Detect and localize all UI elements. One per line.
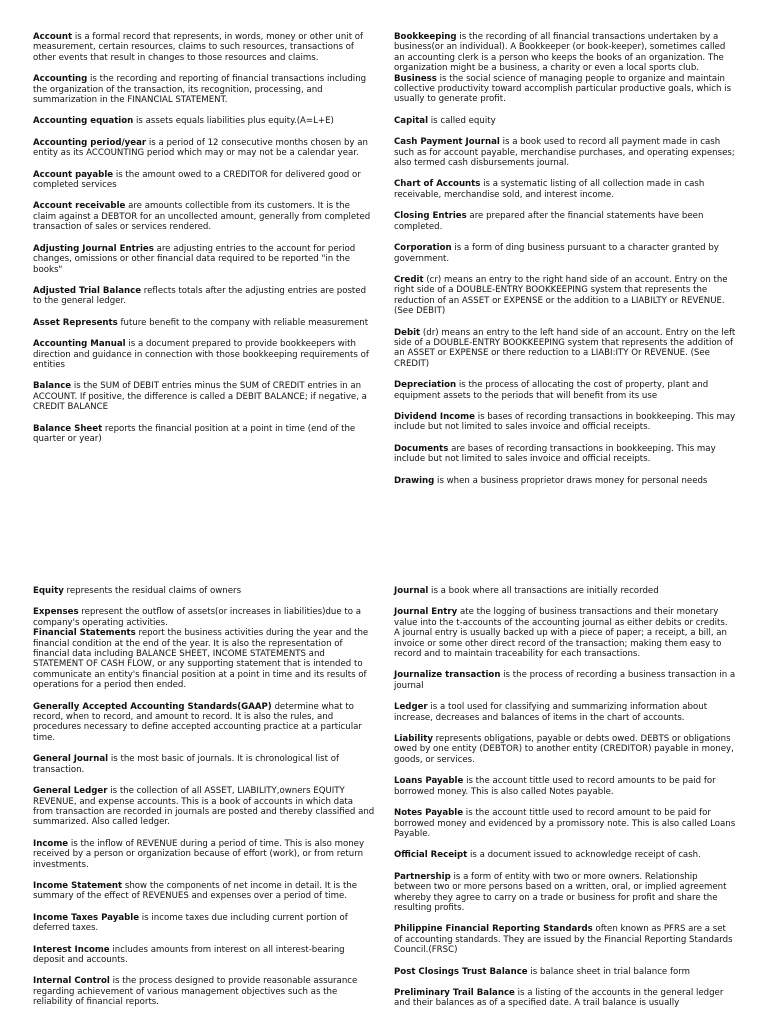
glossary-definition: show the components of net income in detail. It is the summary of the effect of REVENUES and expenses over a period of time. xyxy=(33,880,358,902)
glossary-entry xyxy=(33,786,375,828)
glossary-term: Bookkeeping xyxy=(394,32,457,42)
glossary-definition: (dr) means an entry to the left hand side of an account. Entry on the left side of a DOUBLE-ENTRY BOOKKEEPING system that represents the addition of an ASSET or EXPENSE or there reduction to a LIABI:ITY Or REVENUE. (See CREDIT) xyxy=(394,327,736,369)
glossary-term: Accounting Manual xyxy=(33,339,126,350)
glossary-term: Accounting xyxy=(33,74,88,85)
glossary-term: Accounting equation xyxy=(33,116,134,127)
glossary-term: Adjusting Journal Entries xyxy=(33,243,154,254)
glossary-term: Account payable xyxy=(33,169,114,180)
glossary-entry xyxy=(394,380,736,401)
glossary-term: Financial Statements xyxy=(33,628,136,639)
glossary-entry xyxy=(33,32,375,63)
glossary-entry xyxy=(394,137,736,168)
glossary-definition: is a document issued to acknowledge receipt of cash. xyxy=(467,850,701,861)
glossary-term: Dividend Income xyxy=(394,411,475,422)
glossary-entry xyxy=(394,275,736,317)
glossary-entry xyxy=(33,138,375,159)
glossary-term: Internal Control xyxy=(33,976,110,987)
glossary-term: Journal Entry xyxy=(394,607,458,618)
glossary-definition: is a listing of the accounts in the general ledger and their balances as of a specified date. A trail balance is usually xyxy=(394,987,724,1009)
glossary-term: Loans Payable xyxy=(394,776,464,787)
glossary-definition: are bases of recording transactions in bookkeeping. This may include but not limited to sales invoice and official receipts. xyxy=(394,443,716,465)
glossary-term: Depreciation xyxy=(394,380,457,391)
glossary-entry xyxy=(33,607,375,628)
glossary-definition: is income taxes due including current portion of deferred taxes. xyxy=(33,912,348,934)
column-bottom-right xyxy=(394,586,736,1020)
glossary-definition: includes amounts from interest on all interest-bearing deposit and accounts. xyxy=(33,944,345,965)
glossary-definition: report the business activities during the year and the financial condition at the end of the year. It is also the representation of financial data including BALANCE SHEET, INCOME STATEMENTS and STATEMENT OF CASH FLOW, or any supporting statement that is intended to communicate an entity's financial position at a point in time and its results of operations for a period then ended. xyxy=(33,628,369,691)
glossary-entry xyxy=(394,211,736,232)
glossary-term: Interest Income xyxy=(33,944,110,955)
glossary-entry xyxy=(33,945,375,966)
glossary-entry xyxy=(394,476,736,486)
glossary-entry xyxy=(394,670,736,691)
column-top-left xyxy=(33,32,375,455)
glossary-definition: is the process of allocating the cost of property, plant and equipment assets to the periods that will benefit from its use xyxy=(394,380,709,401)
glossary-term: Business xyxy=(394,73,437,84)
glossary-definition: is the most basic of journals. It is chronological list of transaction. xyxy=(33,754,340,775)
glossary-entry xyxy=(33,381,375,412)
glossary-entry xyxy=(33,201,375,232)
glossary-definition: is the inflow of REVENUE during a period of time. This is also money received by a person or organization because of effort (work), or from return investments. xyxy=(33,838,365,870)
glossary-entry xyxy=(394,967,736,977)
glossary-entry xyxy=(394,808,736,839)
glossary-term: Asset Represents xyxy=(33,317,118,328)
glossary-term: Generally Accepted Accounting Standards(GAAP) xyxy=(33,701,272,712)
glossary-entry xyxy=(394,988,736,1009)
glossary-definition: is a systematic listing of all collection made in cash receivable, merchandise sold, and interest income. xyxy=(394,179,705,200)
glossary-definition: is the account tittle used to record amount to be paid for borrowed money and evidenced by a promissory note. This is also called Loans Payable. xyxy=(394,808,736,839)
glossary-entry xyxy=(394,850,736,860)
glossary-entry xyxy=(394,74,736,105)
glossary-definition: are amounts collectible from its customers. It is the claim against a DEBTOR for an uncollected amount, generally from completed transaction of sales or services rendered. xyxy=(33,201,371,233)
glossary-term: Income xyxy=(33,838,69,849)
glossary-entry xyxy=(394,924,736,955)
glossary-term: Adjusted Trial Balance xyxy=(33,285,142,296)
glossary-term: Chart of Accounts xyxy=(394,179,481,190)
glossary-term: Closing Entries xyxy=(394,211,467,222)
glossary-term: Balance xyxy=(33,381,72,392)
glossary-entry xyxy=(394,607,736,659)
glossary-term: Journal xyxy=(394,586,429,596)
glossary-term: General Ledger xyxy=(33,786,108,797)
glossary-definition: is the SUM of DEBIT entries minus the SUM of CREDIT entries in an ACCOUNT. If positive, the difference is called a DEBIT BALANCE; if negative, a CREDIT BALANCE xyxy=(33,381,367,413)
glossary-definition: is the social science of managing people to organize and maintain collective productivity toward accomplish particular productive goals, which is usually to generate profit. xyxy=(394,73,732,105)
glossary-entry xyxy=(394,586,736,596)
glossary-term: Capital xyxy=(394,115,429,126)
glossary-term: Preliminary Trail Balance xyxy=(394,987,515,998)
glossary-definition: is the process of recording a business transaction in a journal xyxy=(394,670,736,691)
glossary-definition: reports the financial position at a point in time (end of the quarter or year) xyxy=(33,423,356,444)
glossary-entry xyxy=(33,702,375,744)
glossary-entry xyxy=(394,179,736,200)
glossary-entry xyxy=(394,328,736,370)
glossary-entry xyxy=(394,243,736,264)
glossary-entry xyxy=(33,74,375,105)
glossary-term: Philippine Financial Reporting Standards xyxy=(394,924,593,935)
glossary-term: Documents xyxy=(394,443,449,454)
glossary-term: Credit xyxy=(394,274,424,285)
glossary-definition: is the collection of all ASSET, LIABILITY,owners EQUITY REVENUE, and expense accounts. This is a book of accounts in which data from transaction are recorded in journals are posted and thereby classified and summarized. Also called ledger. xyxy=(33,786,375,828)
glossary-term: Account receivable xyxy=(33,201,126,212)
glossary-definition: is the process designed to provide reasonable assurance regarding achievement of various management objectives such as the reliability of financial reports. xyxy=(33,976,358,1008)
glossary-entry xyxy=(394,734,736,765)
glossary-definition: is balance sheet in trial balance form xyxy=(527,966,690,977)
glossary-entry xyxy=(33,913,375,934)
glossary-definition: is a book where all transactions are initially recorded xyxy=(428,586,659,596)
column-top-right xyxy=(394,32,736,497)
glossary-term: Expenses xyxy=(33,607,79,618)
glossary-definition: is a form of entity with two or more owners. Relationship between two or more persons based on a written, oral, or implied agreement whereby they agree to carry on a trade or business for profit and share the resulting profits. xyxy=(394,871,727,913)
glossary-term: Drawing xyxy=(394,475,435,486)
glossary-term: Balance Sheet xyxy=(33,423,103,434)
glossary-entry xyxy=(33,116,375,126)
glossary-definition: is the recording and reporting of financial transactions including the organization of the transaction, its recognition, processing, and summarization in the FINANCIAL STATEMENT. xyxy=(33,74,367,106)
glossary-definition: future benefit to the company with reliable measurement xyxy=(117,317,369,328)
glossary-term: Ledger xyxy=(394,702,428,713)
glossary-definition: are adjusting entries to the account for period changes, omissions or other financial data required to be reported "in the books" xyxy=(33,243,356,275)
glossary-entry xyxy=(33,839,375,870)
glossary-term: Post Closings Trust Balance xyxy=(394,966,528,977)
glossary-definition: is a tool used for classifying and summarizing information about increase, decreases and balances of items in the chart of accounts. xyxy=(394,702,708,723)
glossary-entry xyxy=(33,976,375,1007)
glossary-definition: represent the outflow of assets(or increases in liabilities)due to a company's operating activities. xyxy=(33,607,362,628)
glossary-entry xyxy=(33,628,375,690)
glossary-term: Income Taxes Payable xyxy=(33,912,140,923)
glossary-entry xyxy=(33,339,375,370)
glossary-entry xyxy=(33,244,375,275)
glossary-definition: is the account tittle used to record amounts to be paid for borrowed money. This is also called Notes payable. xyxy=(394,776,716,797)
glossary-entry xyxy=(394,116,736,126)
glossary-definition: is when a business proprietor draws money for personal needs xyxy=(434,475,708,486)
glossary-term: Equity xyxy=(33,586,64,596)
glossary-definition: is the amount owed to a CREDITOR for delivered good or completed services xyxy=(33,169,361,191)
glossary-term: Cash Payment Journal xyxy=(394,137,500,148)
glossary-definition: is bases of recording transactions in bookkeeping. This may include but not limited to sales invoice and official receipts. xyxy=(394,411,736,433)
glossary-term: Income Statement xyxy=(33,880,123,891)
glossary-term: Notes Payable xyxy=(394,808,464,819)
column-bottom-left xyxy=(33,586,375,1019)
glossary-term: Official Receipt xyxy=(394,850,468,861)
glossary-entry xyxy=(33,170,375,191)
glossary-term: Account xyxy=(33,32,73,42)
glossary-term: Accounting period/year xyxy=(33,137,147,148)
glossary-definition: is a form of ding business pursuant to a character granted by government. xyxy=(394,243,719,264)
glossary-definition: ate the logging of business transactions and their monetary value into the t-accounts of the accounting journal as either debits or credits. A journal entry is usually backed up with a piece of paper; a receipt, a bill, an invoice or some other direct record of the transaction; making them easy to record and to maintain traceability for each transactions. xyxy=(394,607,728,660)
glossary-entry xyxy=(33,754,375,775)
glossary-entry xyxy=(33,286,375,307)
glossary-term: Journalize transaction xyxy=(394,670,501,681)
glossary-definition: is a period of 12 consecutive months chosen by an entity as its ACCOUNTING period which may or may not be a calendar year. xyxy=(33,137,368,159)
glossary-definition: is a document prepared to provide bookkeepers with direction and guidance in connection with those bookkeeping requirements of entities xyxy=(33,339,369,370)
glossary-entry xyxy=(33,318,375,328)
glossary-entry xyxy=(394,32,736,74)
glossary-definition: is assets equals liabilities plus equity.(A=L+E) xyxy=(133,116,334,127)
glossary-term: Liability xyxy=(394,734,433,745)
glossary-term: Partnership xyxy=(394,871,451,882)
glossary-term: General Journal xyxy=(33,754,109,765)
glossary-entry xyxy=(394,776,736,797)
glossary-entry xyxy=(394,444,736,465)
glossary-entry xyxy=(394,702,736,723)
glossary-definition: represents obligations, payable or debts owed. DEBTS or obligations owed by one entity (DEBTOR) to another entity (CREDITOR) payable in money, goods, or services. xyxy=(394,734,734,765)
glossary-entry xyxy=(394,412,736,433)
glossary-definition: is called equity xyxy=(428,115,496,126)
glossary-entry xyxy=(33,586,375,596)
glossary-definition: represents the residual claims of owners xyxy=(63,586,242,596)
glossary-definition: (cr) means an entry to the right hand side of an account. Entry on the right side of a DOUBLE-ENTRY BOOKKEEPING system that represents the reduction of an ASSET or EXPENSE or the addition to a LIABILTY or REVENUE. (See DEBIT) xyxy=(394,274,728,317)
glossary-definition: reflects totals after the adjusting entries are posted to the general ledger. xyxy=(33,285,367,307)
glossary-term: Debit xyxy=(394,327,421,338)
glossary-entry xyxy=(394,872,736,914)
glossary-definition: is a formal record that represents, in words, money or other unit of measurement, certain resources, claims to such resources, transactions of other events that result in changes to those resources and claims. xyxy=(33,32,364,63)
glossary-term: Corporation xyxy=(394,243,452,254)
glossary-definition: determine what to record, when to record, and amount to record. It is also the rules, and procedures necessary to define accepted accounting practice at a particular time. xyxy=(33,701,362,743)
glossary-entry xyxy=(33,881,375,902)
glossary-definition: is a book used to record all payment made in cash such as for account payable, merchandise purchases, and operating expenses; also termed cash disbursements journal. xyxy=(394,137,735,169)
glossary-definition: often known as PFRS are a set of accounting standards. They are issued by the Financial Reporting Standards Council.(FRSC) xyxy=(394,924,733,956)
glossary-definition: are prepared after the financial statements have been completed. xyxy=(394,211,704,232)
glossary-entry xyxy=(33,424,375,445)
glossary-definition: is the recording of all financial transactions undertaken by a business(or an individual). A Bookkeeper (or book-keeper), sometimes called an accounting clerk is a person who keeps the books of an organization. The organization might be a business, a charity or even a local sports club. xyxy=(394,32,726,74)
